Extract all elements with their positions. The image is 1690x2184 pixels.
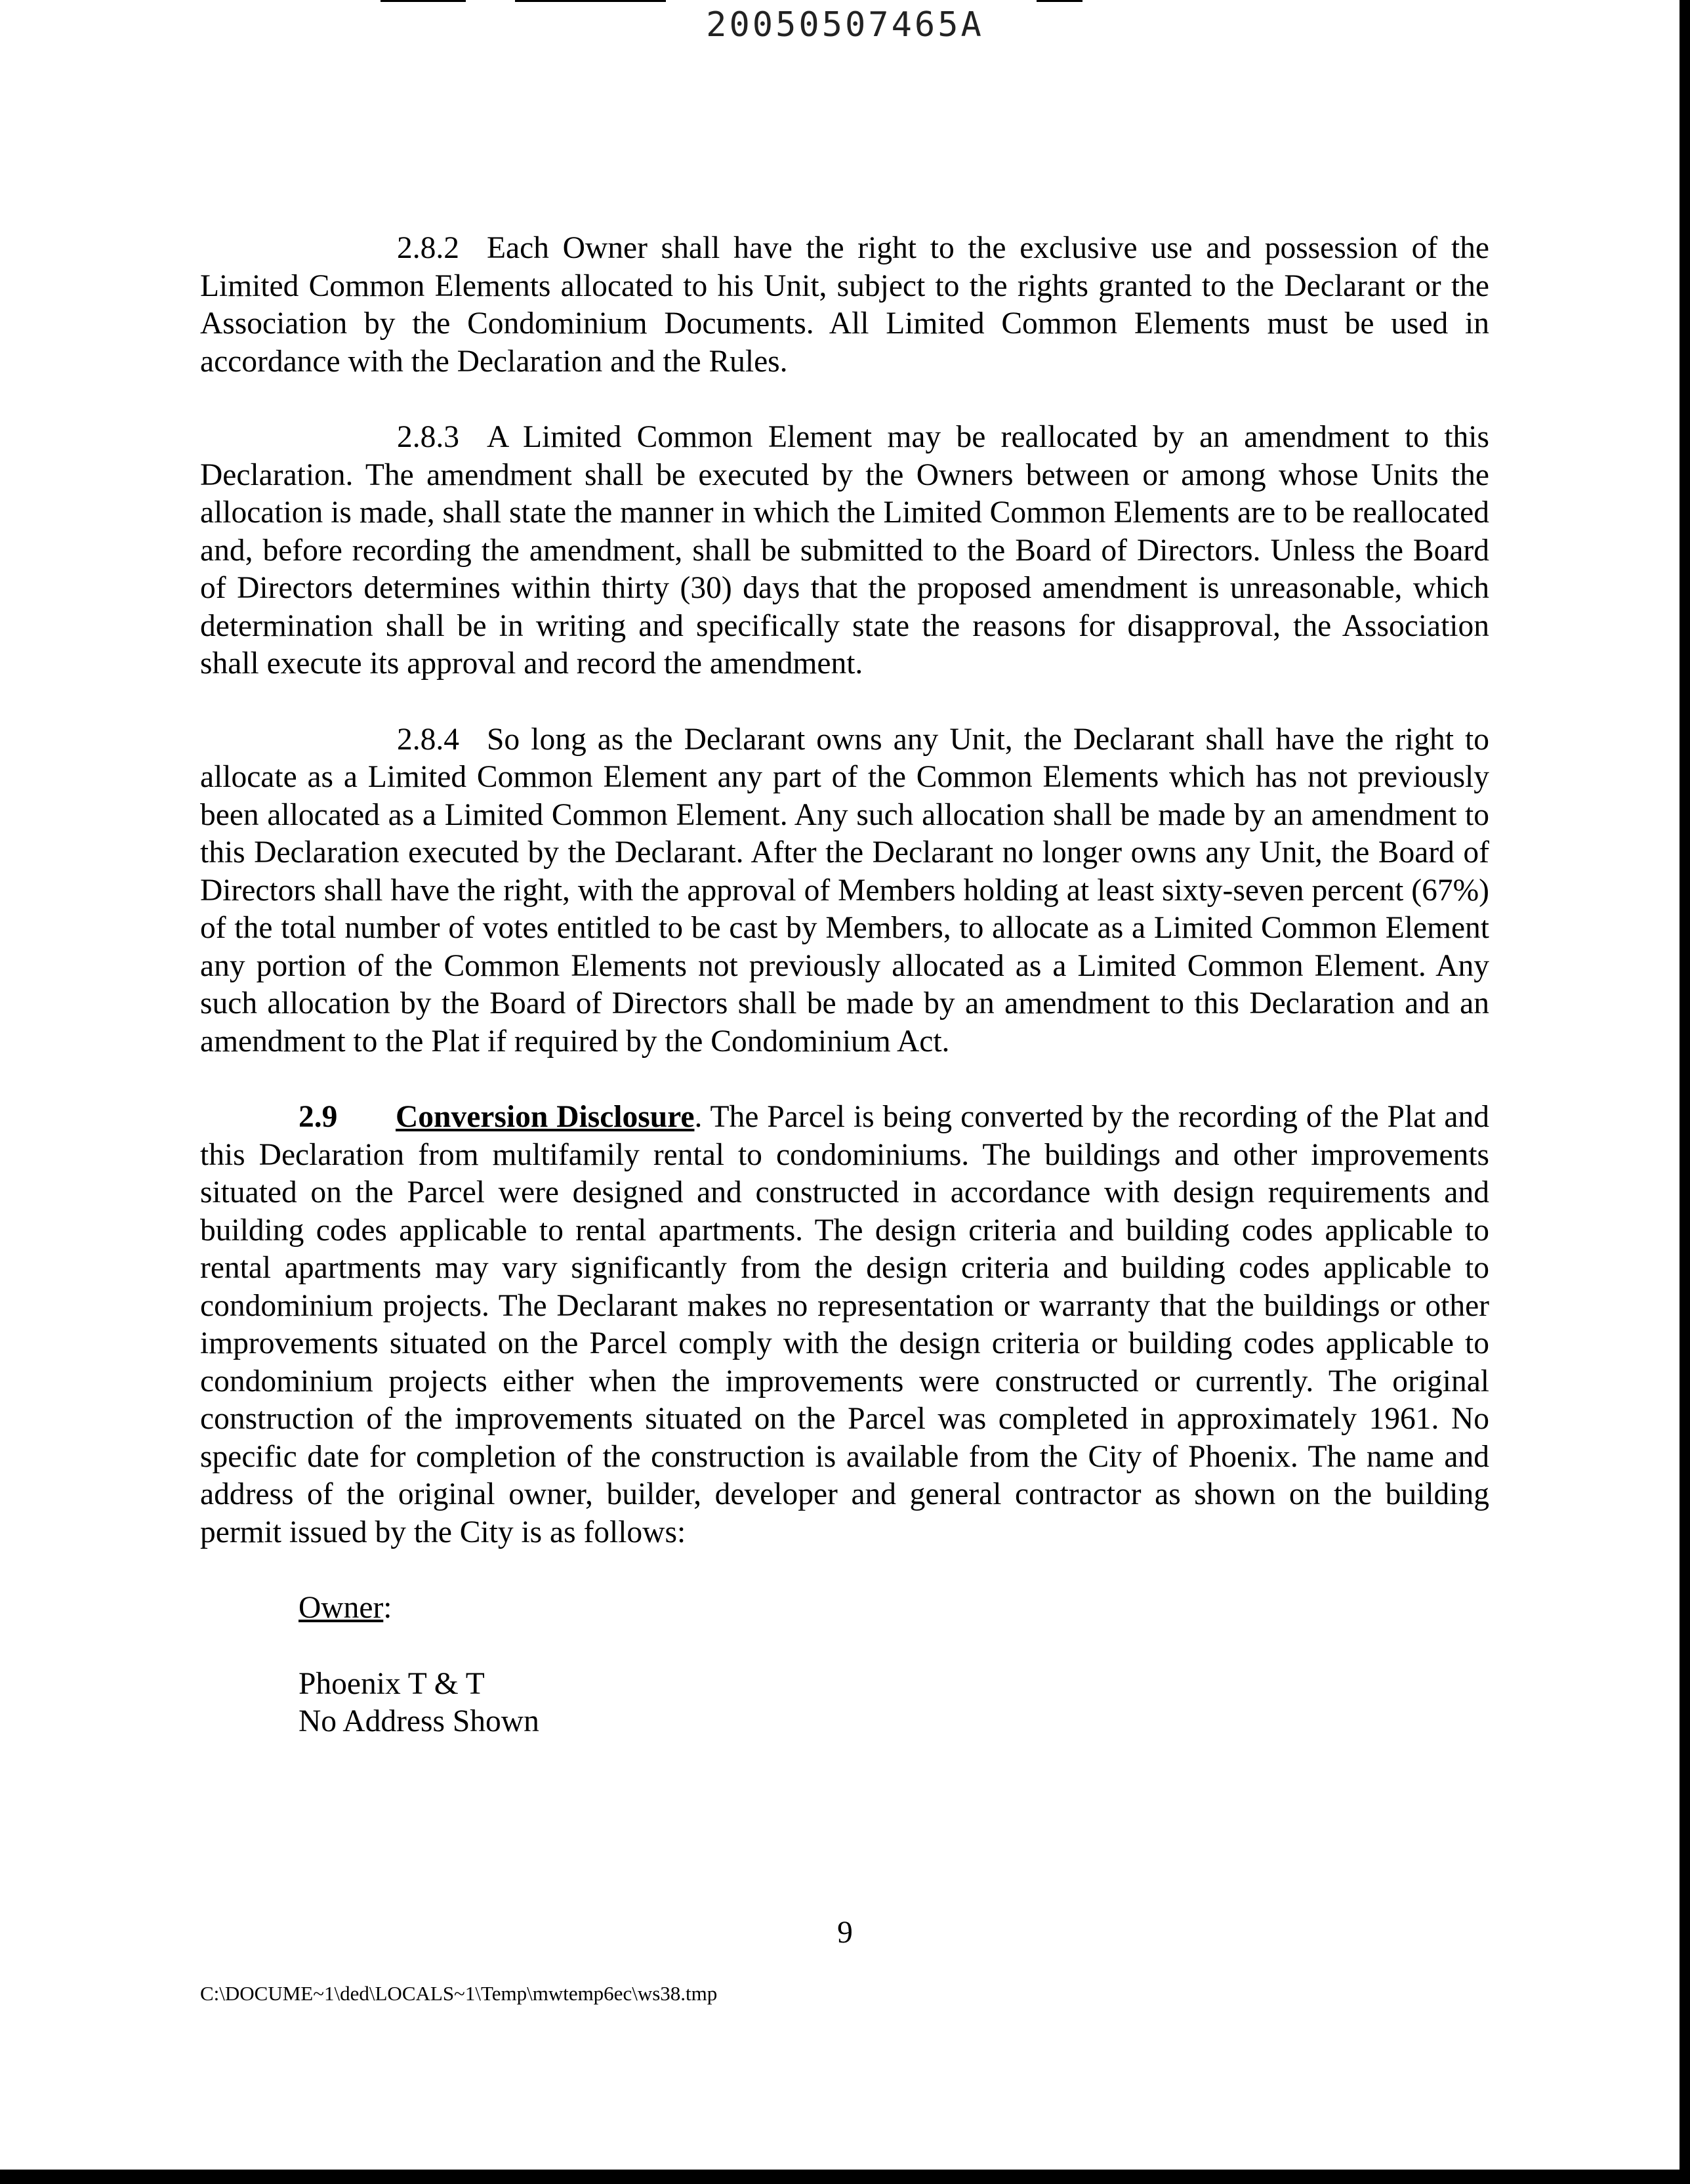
section-2-8-2 [200, 230, 1489, 381]
section-number: 2.9 [299, 1100, 338, 1134]
owner-name: Phoenix T & T [299, 1666, 485, 1701]
scan-border-right [1680, 0, 1690, 2184]
scan-border-bottom [0, 2170, 1690, 2184]
file-path: C:\DOCUME~1\ded\LOCALS~1\Temp\mwtemp6ec\ws38.tmp [200, 1982, 718, 2005]
section-number: 2.8.2 [397, 231, 459, 265]
document-body [200, 230, 1489, 1741]
section-number: 2.8.4 [397, 722, 459, 757]
owner-label: Owner [299, 1591, 384, 1625]
section-2-8-4 [200, 721, 1489, 1061]
page-number: 9 [837, 1916, 853, 1950]
scan-artifact-line [381, 0, 466, 2]
section-number: 2.8.3 [397, 420, 459, 454]
section-title: Conversion Disclosure [396, 1100, 695, 1134]
section-2-9-conversion-disclosure [200, 1099, 1489, 1551]
scan-artifact-line [515, 0, 666, 2]
section-2-8-3 [200, 419, 1489, 683]
section-text: Each Owner shall have the right to the exclusive use and possession of the Limited Common Elements allocated to his Unit, subject to the rights granted to the Declarant or the Association by the Condominium Documents. All Limited Common Elements must be used in accordance with the Declaration and the Rules. [200, 231, 1489, 379]
recording-number: 20050507465A [706, 5, 984, 45]
owner-address: No Address Shown [299, 1704, 539, 1738]
section-text: A Limited Common Element may be reallocated by an amendment to this Declaration. The amendment shall be executed by the Owners between or among whose Units the allocation is made, shall state the manner in which the Limited Common Elements are to be reallocated and, before recording the amendment, shall be submitted to the Board of Directors. Unless the Board of Directors determines within thirty (30) days that the proposed amendment is unreasonable, which determination shall be in writing and specifically state the reasons for disapproval, the Association shall execute its approval and record the amendment. [200, 420, 1489, 681]
owner-block [299, 1589, 1489, 1741]
section-title-suffix: . [694, 1100, 703, 1134]
scan-artifact-line [1037, 0, 1082, 2]
section-text: The Parcel is being converted by the recording of the Plat and this Declaration from multifamily rental to condominiums. The buildings and other improvements situated on the Parcel were designed and constructed in accordance with design requirements and building codes applicable to rental apartments. The design criteria and building codes applicable to rental apartments may vary significantly from the design criteria and building codes applicable to condominium projects. The Declarant makes no representation or warranty that the buildings or other improvements situated on the Parcel comply with the design criteria or building codes applicable to condominium projects either when the improvements were constructed or currently. The original construction of the improvements situated on the Parcel was completed in approximately 1961. No specific date for completion of the construction is available from the City of Phoenix. The name and address of the original owner, builder, developer and general contractor as shown on the building permit issued by the City is as follows: [200, 1100, 1489, 1549]
owner-label-suffix: : [383, 1591, 392, 1625]
section-text: So long as the Declarant owns any Unit, the Declarant shall have the right to allocate as a Limited Common Element any part of the Common Elements which has not previously been allocated as a Limited Common Element. Any such allocation shall be made by an amendment to this Declaration executed by the Declarant. After the Declarant no longer owns any Unit, the Board of Directors shall have the right, with the approval of Members holding at least sixty-seven percent (67%) of the total number of votes entitled to be cast by Members, to allocate as a Limited Common Element any portion of the Common Elements not previously allocated as a Limited Common Element. Any such allocation by the Board of Directors shall be made by an amendment to this Declaration and an amendment to the Plat if required by the Condominium Act. [200, 722, 1489, 1059]
